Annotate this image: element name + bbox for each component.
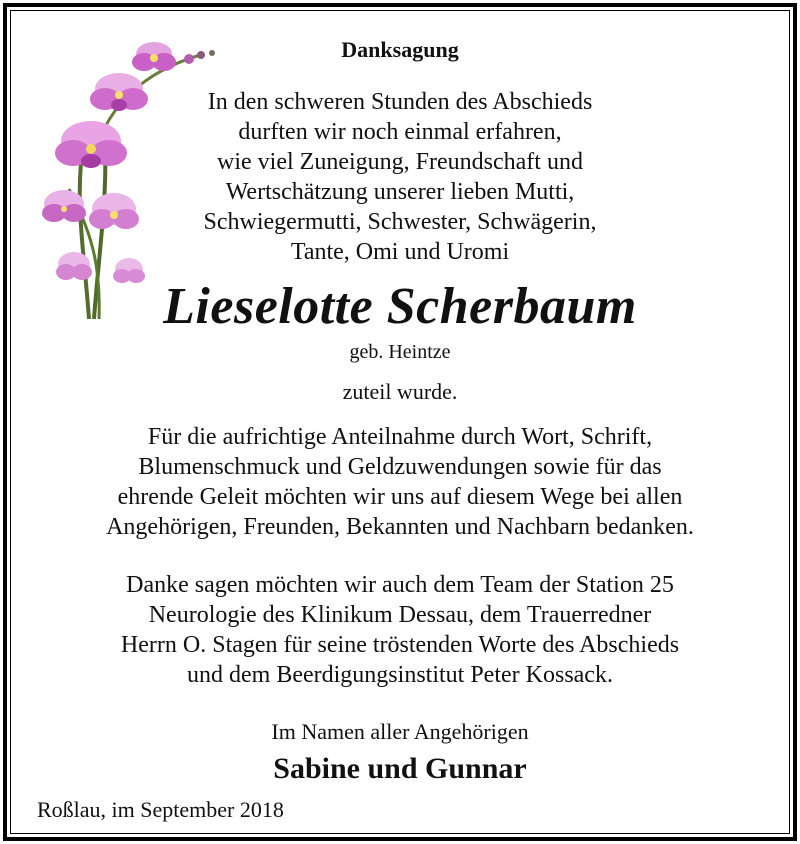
thanks-line: Blumenschmuck und Geldzuwendungen sowie für das (138, 454, 662, 480)
obituary-card (3, 3, 797, 841)
heading-danksagung: Danksagung (341, 37, 459, 62)
birth-name: geb. Heintze (349, 341, 451, 363)
intro-line: durften wir noch einmal erfahren, (238, 119, 562, 145)
on-behalf-text: Im Namen aller Angehörigen (271, 719, 529, 744)
special-thanks-line: und dem Beerdigungsinstitut Peter Kossack. (187, 662, 613, 688)
special-thanks-line: Danke sagen möchten wir auch dem Team der Station 25 (126, 572, 674, 598)
intro-line: wie viel Zuneigung, Freundschaft und (217, 149, 583, 175)
signers: Sabine und Gunnar (273, 752, 527, 785)
special-thanks-line: Neurologie des Klinikum Dessau, dem Trauerredner (148, 602, 652, 628)
thanks-line: ehrende Geleit möchten wir uns auf diesem Wege bei allen (117, 484, 683, 510)
after-name-text: zuteil wurde. (342, 379, 458, 404)
special-thanks-line: Herrn O. Stagen für seine tröstenden Worte des Abschieds (120, 632, 680, 658)
thanks-line: Angehörigen, Freunden, Bekannten und Nachbarn bedanken. (106, 514, 694, 540)
intro-line: Tante, Omi und Uromi (290, 239, 510, 265)
place-and-date: Roßlau, im September 2018 (37, 797, 284, 822)
deceased-name: Lieselotte Scherbaum (163, 278, 637, 335)
thanks-line: Für die aufrichtige Anteilnahme durch Wort, Schrift, (147, 424, 653, 450)
intro-line: Wertschätzung unserer lieben Mutti, (225, 179, 575, 205)
intro-line: Schwiegermutti, Schwester, Schwägerin, (203, 209, 597, 235)
intro-line: In den schweren Stunden des Abschieds (207, 89, 593, 115)
